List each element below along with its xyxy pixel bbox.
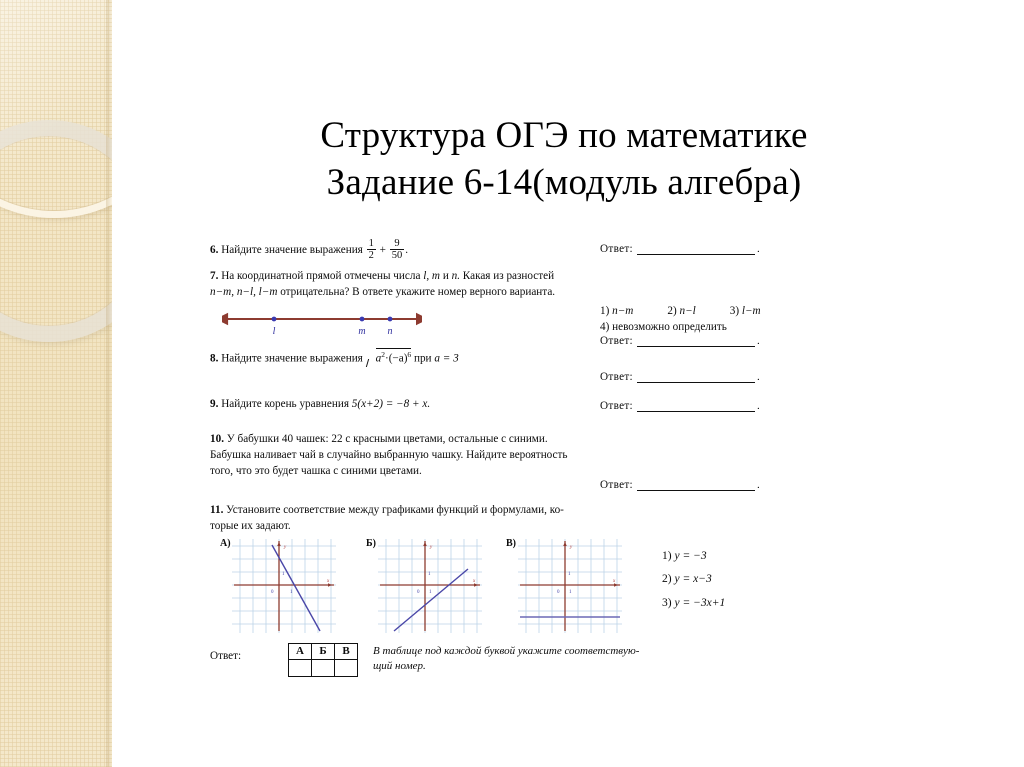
option-expression: l−m [741, 304, 761, 317]
svg-text:y: y [430, 544, 433, 550]
option-expression: n−m [612, 304, 634, 317]
task-10-line-1 [210, 432, 822, 448]
formula-number: 3) [662, 596, 672, 609]
task-7-options-row-1 [600, 304, 761, 320]
number-line-diagram [222, 310, 422, 340]
answer-period: . [756, 371, 760, 383]
task-7-option-2[interactable] [667, 304, 695, 320]
option-expression: n−l [679, 304, 696, 317]
graph-b-line [394, 569, 468, 631]
answer-period: . [756, 243, 760, 255]
task-7-line-1 [210, 269, 822, 285]
fraction-numerator: 9 [394, 238, 400, 249]
task-6 [210, 238, 822, 262]
task-10 [210, 432, 822, 496]
fraction-numerator: 1 [368, 238, 374, 249]
task-6-number: 6. [210, 243, 219, 256]
note-line-1: В таблице под каждой буквой укажите соответствую- [373, 644, 640, 657]
option-number: 2) [667, 304, 677, 317]
answer-cell-b[interactable] [312, 660, 335, 677]
sidebar-highlight-decoration [0, 0, 112, 200]
formula-expression: y = −3 [674, 549, 707, 562]
graph-a-chart [232, 539, 336, 633]
answer-period: . [756, 334, 760, 347]
answer-blank-line[interactable] [637, 382, 755, 383]
worksheet [210, 238, 822, 728]
task-11-note [373, 644, 673, 674]
svg-text:y: y [570, 544, 573, 550]
answer-table-header-a: А [289, 643, 312, 660]
graph-panel-a [220, 537, 336, 633]
number-line-label-n: n [387, 325, 393, 337]
task-6-fraction-1 [367, 238, 376, 261]
radicand-base: a [375, 352, 382, 365]
number-line-label-l: l [272, 325, 276, 337]
task-11 [210, 503, 822, 683]
svg-text:1: 1 [282, 571, 285, 577]
task-8-radical-expression [367, 348, 412, 368]
task-11-text-line-2: торые их задают. [210, 519, 291, 532]
svg-text:0: 0 [417, 589, 420, 595]
option-number: 4) [600, 320, 610, 333]
svg-text:y: y [284, 544, 287, 550]
fraction-denominator: 50 [391, 250, 403, 262]
number-line-label-m: m [358, 325, 366, 337]
task-7-differences: n−m, n−l, l−m [210, 285, 278, 298]
graph-label-b: Б) [366, 537, 376, 549]
answer-table-input-row[interactable] [289, 660, 358, 677]
svg-text:0: 0 [271, 589, 274, 595]
task-11-text-line-1: Установите соответствие между графиками функций и формулами, ко- [226, 504, 564, 516]
task-7-text-a: На координатной прямой отмечены числа [221, 270, 421, 282]
answer-cell-a[interactable] [289, 660, 312, 677]
answer-blank-line[interactable] [637, 490, 755, 491]
svg-text:1: 1 [428, 571, 431, 577]
title-line-1: Структура ОГЭ по математике [320, 115, 808, 156]
task-10-text-line-2: Бабушка наливает чай в случайно выбранную чашку. Найдите вероятность [210, 448, 568, 461]
task-9 [210, 397, 822, 425]
answer-label: Ответ: [600, 479, 633, 491]
answer-period: . [756, 400, 760, 412]
radicand-exponent: 2 [381, 350, 385, 359]
answer-label: Ответ: [600, 371, 633, 383]
answer-label: Ответ: [210, 649, 242, 662]
option-expression: невозможно определить [612, 320, 727, 333]
graph-v-chart [518, 539, 622, 633]
task-8-number: 8. [210, 352, 219, 365]
task-9-number: 9. [210, 398, 219, 410]
radicand-middle: ·(−a) [384, 352, 408, 365]
task-7-options [600, 304, 761, 336]
note-line-2: щий номер. [373, 659, 426, 672]
answer-table-header-v: В [335, 643, 358, 660]
answer-blank-line[interactable] [637, 254, 755, 255]
answer-table[interactable] [288, 643, 358, 678]
answer-blank-line[interactable] [637, 346, 755, 347]
task-6-answer-field[interactable] [600, 242, 760, 258]
graph-panel-b [366, 537, 482, 633]
number-line-point-m [360, 316, 365, 321]
formula-number: 2) [662, 573, 672, 586]
svg-text:x: x [473, 578, 476, 584]
task-7-line-2 [210, 285, 822, 301]
task-8-text: Найдите значение выражения [221, 352, 363, 365]
task-7-number: 7. [210, 270, 219, 282]
svg-text:x: x [613, 578, 616, 584]
task-7-vars-2: n. [451, 270, 460, 282]
task-8-answer-field[interactable] [600, 370, 760, 386]
graph-label-v: В) [506, 537, 516, 549]
task-11-answer-row [210, 643, 822, 683]
title-line-2: Задание 6-14(модуль алгебра) [326, 162, 802, 204]
graph-label-a: А) [220, 537, 231, 549]
decorative-sidebar [0, 0, 112, 767]
task-11-line-1 [210, 503, 822, 519]
task-7 [210, 269, 822, 347]
task-7-vars-1: l, m [423, 270, 441, 282]
fraction-denominator: 2 [368, 250, 374, 262]
answer-period: . [756, 479, 760, 491]
answer-label: Ответ: [600, 243, 633, 255]
radicand [376, 348, 412, 368]
task-11-formula-list [662, 545, 725, 616]
task-10-answer-field[interactable] [600, 478, 760, 494]
task-9-text: Найдите корень уравнения [221, 398, 349, 410]
task-7-text-b: Какая из разностей [462, 270, 555, 282]
task-6-period: . [405, 243, 409, 256]
task-8 [210, 348, 822, 390]
task-7-option-3[interactable] [730, 304, 761, 320]
graph-b-chart [378, 539, 482, 633]
formula-option-2[interactable] [662, 568, 725, 592]
task-6-fraction-2 [390, 238, 405, 261]
svg-text:0: 0 [557, 589, 560, 595]
formula-number: 1) [662, 549, 672, 562]
task-7-text-c: отрицательна? В ответе укажите номер верного варианта. [280, 285, 556, 298]
svg-text:1: 1 [429, 589, 432, 595]
task-10-number: 10. [210, 433, 224, 445]
svg-text:1: 1 [568, 571, 571, 577]
formula-expression: y = x−3 [674, 573, 712, 586]
svg-text:1: 1 [290, 589, 293, 595]
task-10-text-line-3: того, что это будет чашка с синими цветами. [210, 464, 422, 477]
option-number: 1) [600, 304, 610, 317]
radicand-exponent-2: 6 [407, 350, 412, 359]
task-7-figure-row [210, 304, 822, 347]
number-line-point-n [388, 316, 393, 321]
svg-text:x: x [327, 578, 330, 584]
formula-option-1[interactable] [662, 545, 725, 569]
formula-expression: y = −3x+1 [674, 596, 726, 609]
task-8-condition-word: при [413, 352, 432, 365]
task-11-graphs [210, 539, 822, 635]
task-10-text-line-1: У бабушки 40 чашек: 22 с красными цветами, остальные с синими. [226, 433, 548, 445]
option-number: 3) [729, 304, 740, 317]
task-7-option-1[interactable] [600, 304, 633, 320]
formula-option-3[interactable] [662, 592, 725, 616]
answer-label: Ответ: [600, 400, 633, 412]
page-title [120, 112, 1008, 207]
number-line-point-l [272, 316, 277, 321]
answer-blank-line[interactable] [637, 411, 755, 412]
task-8-condition: a = 3 [434, 352, 459, 365]
graph-panel-v [506, 537, 622, 633]
answer-table-header-b: Б [312, 643, 335, 660]
svg-text:1: 1 [569, 589, 572, 595]
task-6-text: Найдите значение выражения [221, 243, 363, 256]
task-9-answer-field[interactable] [600, 399, 760, 415]
answer-label: Ответ: [600, 334, 633, 347]
task-6-plus-sign: + [379, 243, 386, 256]
task-7-conjunction: и [442, 270, 449, 282]
answer-table-header-row [289, 643, 358, 660]
task-9-equation: 5(x+2) = −8 + x. [351, 398, 431, 410]
answer-cell-v[interactable] [335, 660, 358, 677]
task-11-number: 11. [210, 504, 224, 516]
